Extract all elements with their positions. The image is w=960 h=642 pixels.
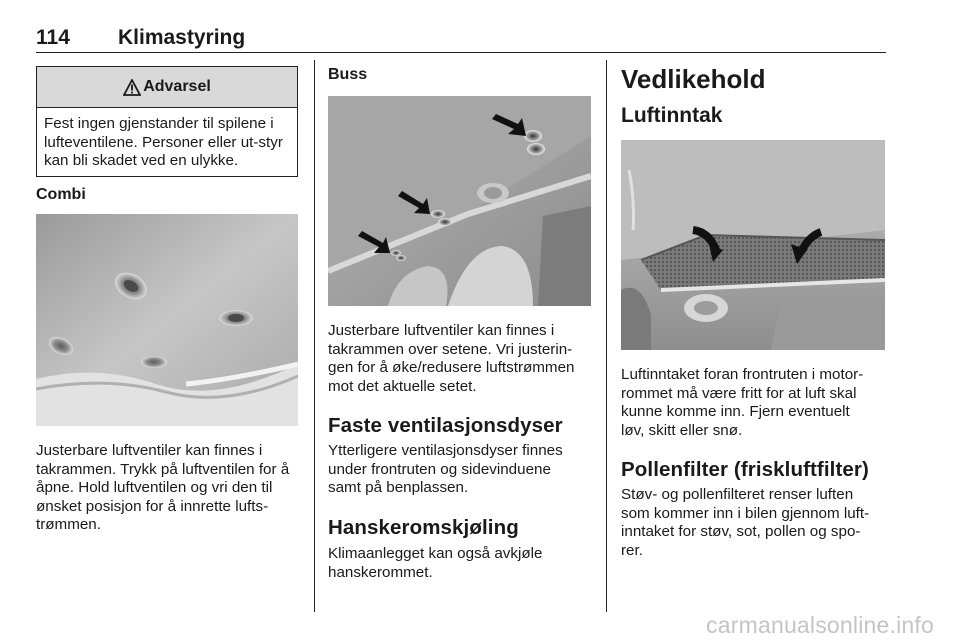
chapter-title: Klimastyring: [118, 26, 246, 49]
warning-box: [36, 66, 298, 177]
combi-ceiling-vents-image: [36, 214, 298, 426]
fixed-vents-line-3: samt på benplassen.: [328, 479, 469, 497]
fixed-vents-body: [328, 442, 598, 498]
fixed-vents-line-2: under frontruten og sidevinduene: [328, 460, 551, 478]
pollen-line-2: som kommer inn i bilen gjennom luft-: [621, 504, 870, 522]
fixed-vents-line-1: Ytterligere ventilasjonsdyser finnes: [328, 442, 563, 459]
air-intake-heading: Luftinntak: [621, 104, 723, 127]
watermark: carmanualsonline.info: [706, 612, 934, 638]
glovebox-cooling-heading: Hanskeromskjøling: [328, 516, 519, 539]
warning-triangle-icon: [123, 79, 141, 96]
pollen-filter-body: [621, 486, 891, 560]
pollen-line-3: inntaket for støv, sot, pollen og spo-: [621, 523, 861, 541]
bus-ceiling-vents-image: [328, 96, 591, 306]
glovebox-line-1: Klimaanlegget kan også avkjøle: [328, 545, 543, 562]
warning-header: [37, 67, 297, 108]
maintenance-heading: Vedlikehold: [621, 64, 766, 94]
page-number: 114: [36, 26, 70, 49]
combi-line-2: takrammen. Trykk på luftventilen for å: [36, 460, 290, 478]
air-intake-line-2: rommet må være fritt for at luft skal: [621, 384, 857, 402]
air-intake-line-4: løv, skitt eller snø.: [621, 421, 743, 439]
buss-line-4: mot det aktuelle setet.: [328, 377, 477, 395]
buss-heading: Buss: [328, 66, 368, 83]
air-intake-image: [621, 140, 885, 350]
fixed-vents-heading: Faste ventilasjonsdyser: [328, 414, 563, 437]
combi-heading: Combi: [36, 186, 86, 203]
page-header: [36, 26, 886, 53]
pollen-line-1: Støv- og pollenfilteret renser luften: [621, 486, 854, 503]
column-divider-1: [314, 60, 315, 612]
combi-line-1: Justerbare luftventiler kan finnes i: [36, 442, 263, 459]
buss-line-2: takrammen over setene. Vri justerin-: [328, 340, 573, 358]
buss-line-1: Justerbare luftventiler kan finnes i: [328, 322, 555, 339]
warning-title: Advarsel: [143, 78, 211, 95]
pollen-line-4: rer.: [621, 541, 643, 559]
air-intake-line-3: kunne komme inn. Fjern eventuelt: [621, 403, 850, 421]
combi-line-3: åpne. Hold luftventilen og vri den til: [36, 479, 273, 497]
pollen-filter-heading: Pollenfilter (friskluftfilter): [621, 458, 869, 481]
combi-body: [36, 442, 306, 535]
glovebox-cooling-body: [328, 545, 598, 582]
combi-line-4: ønsket posisjon for å innrette lufts-: [36, 497, 269, 515]
warning-text: Fest ingen gjenstander til spilene i lufteventilene. Personer eller ut-styr kan bli skadet ved en ulykke.: [44, 115, 283, 170]
air-intake-body: [621, 366, 891, 440]
air-intake-line-1: Luftinntaket foran frontruten i motor-: [621, 366, 864, 383]
column-divider-2: [606, 60, 607, 612]
buss-line-3: gen for å øke/redusere luftstrømmen: [328, 359, 575, 377]
glovebox-line-2: hanskerommet.: [328, 563, 433, 581]
buss-body: [328, 322, 598, 396]
combi-line-5: trømmen.: [36, 516, 101, 534]
